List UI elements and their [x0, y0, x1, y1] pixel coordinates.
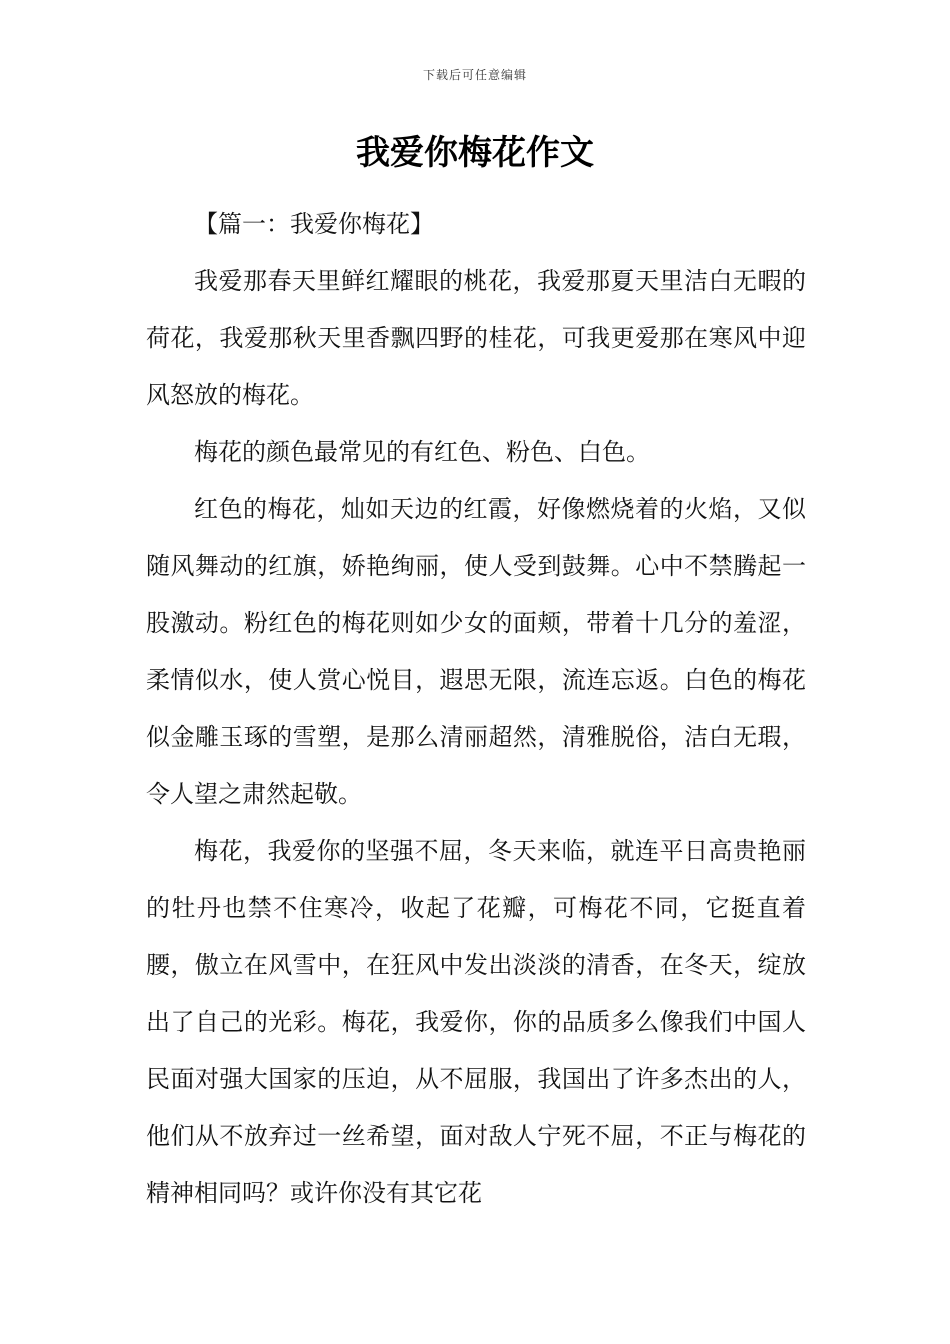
- document-body: [146, 196, 806, 1222]
- paragraph: 红色的梅花，灿如天边的红霞，好像燃烧着的火焰，又似随风舞动的红旗，娇艳绚丽，使人受到鼓舞。心中不禁腾起一股激动。粉红色的梅花则如少女的面颊，带着十几分的羞涩，柔情似水，使人赏心悦目，遐思无限，流连忘返。白色的梅花似金雕玉琢的雪塑，是那么清丽超然，清雅脱俗，洁白无瑕，令人望之肃然起敬。: [146, 495, 806, 808]
- section-heading: 【篇一：我爱你梅花】: [194, 210, 434, 238]
- paragraph: 梅花的颜色最常见的有红色、粉色、白色。: [194, 438, 650, 466]
- paragraph: 梅花，我爱你的坚强不屈，冬天来临，就连平日高贵艳丽的牡丹也禁不住寒冷，收起了花瓣，可梅花不同，它挺直着腰，傲立在风雪中，在狂风中发出淡淡的清香，在冬天，绽放出了自己的光彩。梅花，我爱你，你的品质多么像我们中国人民面对强大国家的压迫，从不屈服，我国出了许多杰出的人，他们从不放弃过一丝希望，面对敌人宁死不屈，不正与梅花的精神相同吗？或许你没有其它花: [146, 837, 806, 1207]
- page-title: 我爱你梅花作文: [356, 133, 594, 173]
- header-note: 下载后可任意编辑: [422, 68, 527, 82]
- paragraph: 我爱那春天里鲜红耀眼的桃花，我爱那夏天里洁白无暇的荷花，我爱那秋天里香飘四野的桂花，可我更爱那在寒风中迎风怒放的梅花。: [146, 267, 806, 409]
